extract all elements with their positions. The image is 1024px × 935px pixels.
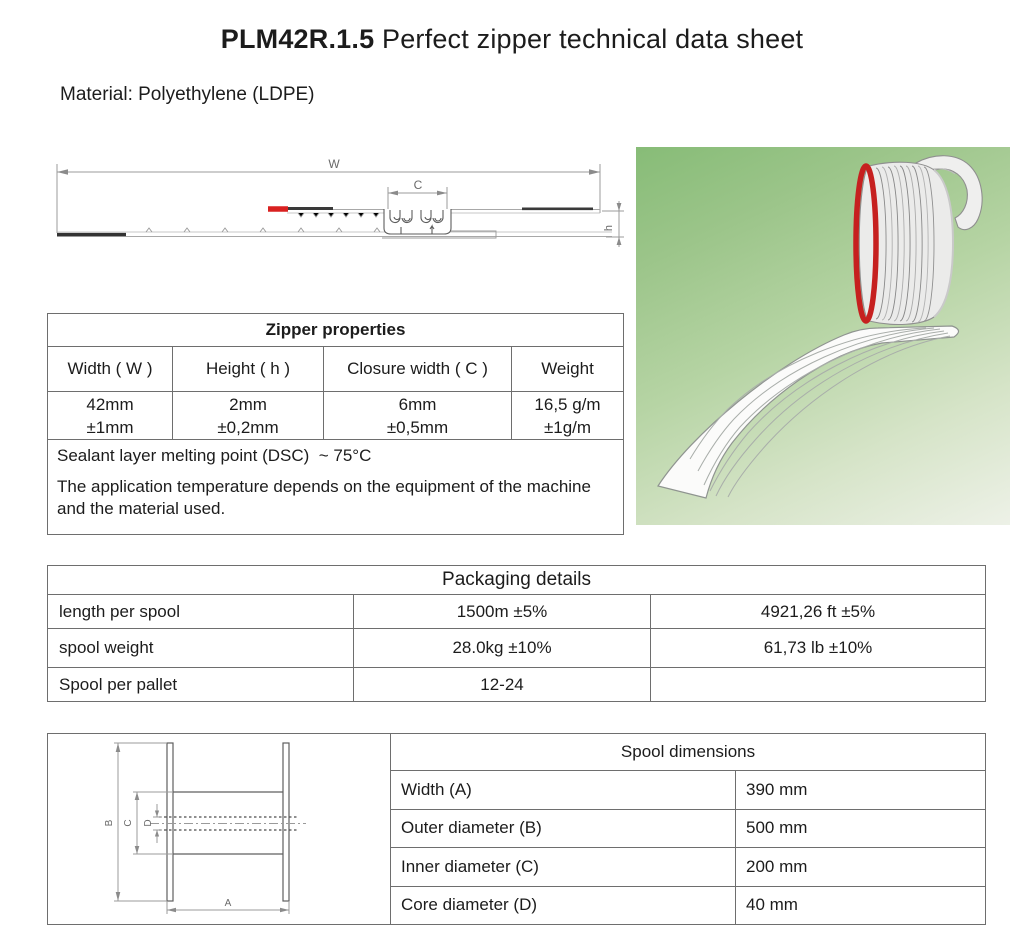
row-label-length: length per spool (48, 595, 354, 629)
col-header-weight: Weight (512, 347, 624, 392)
material-line: Material: Polyethylene (LDPE) (60, 84, 315, 105)
zipper-properties-table (47, 313, 624, 535)
spool-drawing-cell (48, 734, 391, 925)
row-label-pallet: Spool per pallet (48, 668, 354, 702)
c-arrow-right (437, 191, 447, 196)
tape-roll (856, 162, 953, 324)
col-header-closure-width: Closure width ( C ) (324, 347, 512, 392)
dim-label-w: W (328, 157, 340, 171)
row-metric-length: 1500m ±5% (354, 595, 651, 629)
spool-row-label-outer: Outer diameter (B) (391, 809, 736, 847)
spool-flanges (167, 743, 289, 901)
notes-cell (48, 440, 624, 535)
w-arrow-left (57, 169, 68, 174)
col-header-height: Height ( h ) (173, 347, 324, 392)
lower-serrations (146, 228, 380, 232)
dim-label-c: C (413, 178, 423, 192)
row-imperial-length: 4921,26 ft ±5% (651, 595, 986, 629)
upper-serrations (298, 213, 379, 217)
sealant-note: Sealant layer melting point (DSC) ~ 75°C (57, 446, 372, 465)
spool-row-label-core: Core diameter (D) (391, 886, 736, 924)
col-header-width: Width ( W ) (48, 347, 173, 392)
spool-row-value-outer: 500 mm (736, 809, 986, 847)
w-dimension (57, 164, 600, 233)
row-label-weight: spool weight (48, 629, 354, 668)
zipper-cross-section-drawing (50, 143, 635, 260)
spool-row-value-core: 40 mm (736, 886, 986, 924)
row-imperial-pallet (651, 668, 986, 702)
application-note: The application temperature depends on the equipment of the machine and the material used. (57, 477, 591, 518)
spool-row-label-inner: Inner diameter (C) (391, 848, 736, 886)
value-closure-width: 6mm ±0,5mm (324, 392, 512, 440)
dim-label-b: B (104, 819, 115, 827)
zipper-properties-title: Zipper properties (48, 314, 624, 347)
row-imperial-weight: 61,73 lb ±10% (651, 629, 986, 668)
title-rest: Perfect zipper technical data sheet (374, 24, 804, 54)
spool-technical-drawing (48, 734, 389, 919)
table-row (48, 668, 986, 702)
c-arrow-left (388, 191, 398, 196)
row-metric-pallet: 12-24 (354, 668, 651, 702)
lower-web (57, 228, 612, 237)
dim-b (114, 743, 167, 901)
product-code: PLM42R.1.5 (220, 24, 375, 54)
value-weight: 16,5 g/m ±1g/m (512, 392, 624, 440)
spool-row-label-width: Width (A) (391, 771, 736, 809)
spool-dimensions-table (47, 733, 986, 925)
dim-label-h: h (603, 224, 615, 232)
row-metric-weight: 28.0kg ±10% (354, 629, 651, 668)
table-row (48, 629, 986, 668)
spool-row-value-inner: 200 mm (736, 848, 986, 886)
w-arrow-right (589, 169, 600, 174)
tape-band (658, 326, 959, 498)
packaging-details-table (47, 565, 986, 702)
table-row (48, 595, 986, 629)
dim-label-c: C (123, 819, 134, 827)
value-height: 2mm ±0,2mm (173, 392, 324, 440)
dim-label-d: D (143, 819, 154, 827)
value-width: 42mm ±1mm (48, 392, 173, 440)
spool-dimensions-title: Spool dimensions (391, 734, 986, 771)
page-title (0, 24, 1024, 55)
dim-label-a: A (224, 898, 232, 909)
product-photo (636, 147, 1010, 525)
packaging-title: Packaging details (48, 566, 986, 595)
h-dimension (602, 201, 624, 247)
spool-row-value-width: 390 mm (736, 771, 986, 809)
